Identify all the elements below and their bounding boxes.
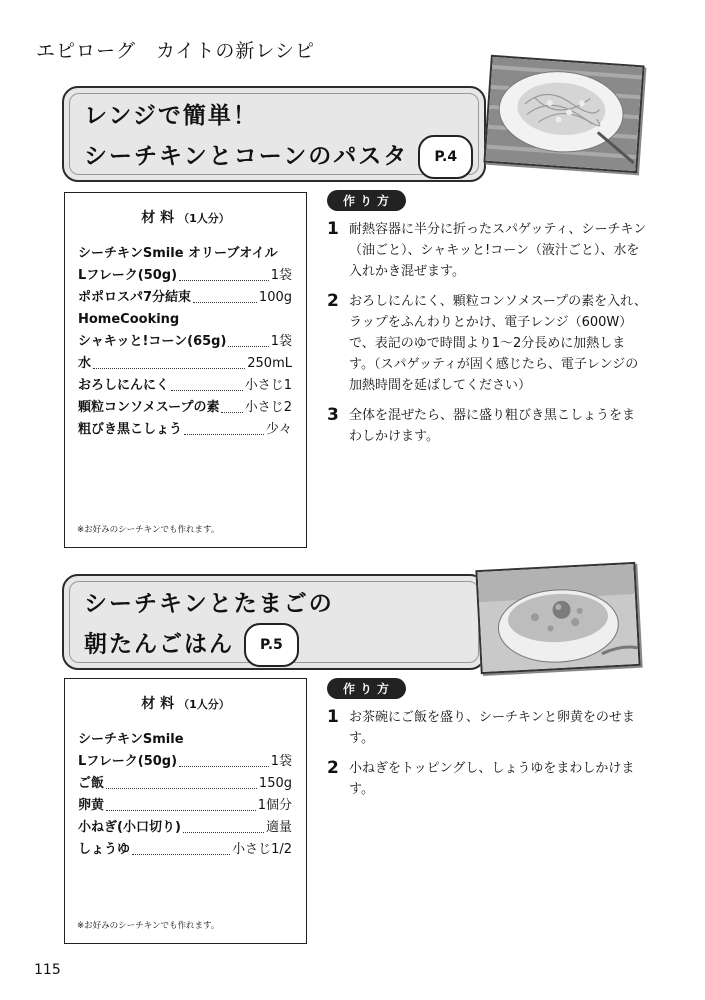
- page-number: 115: [34, 962, 61, 978]
- ingredient-row: しょうゆ 小さじ1/2: [78, 842, 292, 857]
- recipe-1-method-label: 作り方: [327, 190, 406, 211]
- chapter-title: エピローグ カイトの新レシピ: [36, 40, 315, 62]
- recipe-2-ingredients-box: [64, 678, 307, 944]
- recipe-2-ingredients-heading: 材 料: [141, 696, 175, 712]
- recipe-2-title-line1: シーチキンとたまごの: [84, 591, 334, 617]
- recipe-1-step: 2 おろしにんにく、顆粒コンソメスープの素を入れ、ラップをふんわりとかけ、電子レンジ（600W）で、表記のゆで時間より1～2分長めに加熱します。（スパゲッティが固く感じたら、電子レンジの加熱時間を延ばしてください）: [327, 291, 647, 393]
- recipe-2-method: [327, 678, 647, 809]
- recipe-2-title-line2: 朝たんごはん: [84, 631, 234, 658]
- ingredient-row: 水 250mL: [78, 356, 292, 371]
- ingredient-row: ご飯 150g: [78, 776, 292, 791]
- recipe-1-servings: （1人分）: [178, 212, 230, 225]
- ingredient-row: 顆粒コンソメスープの素 小さじ2: [78, 400, 292, 415]
- ingredient-row: HomeCooking: [78, 312, 180, 327]
- rice-bowl-photo: [475, 562, 640, 674]
- recipe-1-method: [327, 190, 647, 456]
- ingredient-row: Lフレーク(50g) 1袋: [78, 754, 292, 769]
- recipe-1-page-ref: P.4: [418, 135, 473, 179]
- recipe-1-title-line2: シーチキンとコーンのパスタ: [84, 143, 409, 170]
- recipe-1-step: 3 全体を混ぜたら、器に盛り粗びき黒こしょうをまわしかけます。: [327, 405, 636, 444]
- recipe-2-note: ※お好みのシーチキンでも作れます。: [77, 921, 220, 931]
- recipe-1-step: 1 耐熱容器に半分に折ったスパゲッティ、シーチキン（油ごと）、シャキッと!コーン（液汁ごと）、水を入れかき混ぜます。: [327, 219, 647, 279]
- ingredient-row: シーチキンSmile オリーブオイル: [78, 246, 278, 261]
- pasta-plate-photo: [483, 55, 644, 173]
- ingredient-row: Lフレーク(50g) 1袋: [78, 268, 292, 283]
- ingredient-row: おろしにんにく 小さじ1: [78, 378, 292, 393]
- recipe-2-step: 1 お茶碗にご飯を盛り、シーチキンと卵黄をのせます。: [327, 707, 635, 746]
- recipe-2-method-label: 作り方: [327, 678, 406, 699]
- ingredient-row: 小ねぎ(小口切り) 適量: [78, 820, 292, 835]
- recipe-1-title-banner: [62, 86, 486, 182]
- ingredient-row: シーチキンSmile: [78, 732, 184, 747]
- recipe-1-ingredients-box: [64, 192, 307, 548]
- recipe-2-servings: （1人分）: [178, 698, 230, 711]
- ingredient-row: 卵黄 1個分: [78, 798, 292, 813]
- recipe-2-step: 2 小ねぎをトッピングし、しょうゆをまわしかけます。: [327, 758, 635, 797]
- ingredient-row: 粗びき黒こしょう 少々: [78, 422, 292, 437]
- recipe-2-title-banner: [62, 574, 486, 670]
- ingredient-row: シャキッと!コーン(65g) 1袋: [78, 334, 292, 349]
- recipe-1-title-line1: レンジで簡単！: [84, 103, 258, 129]
- recipe-2-page-ref: P.5: [244, 623, 299, 667]
- recipe-1-ingredients-heading: 材 料: [141, 210, 175, 226]
- ingredient-row: ポポロスパ7分結束 100g: [78, 290, 292, 305]
- recipe-1-note: ※お好みのシーチキンでも作れます。: [77, 525, 220, 535]
